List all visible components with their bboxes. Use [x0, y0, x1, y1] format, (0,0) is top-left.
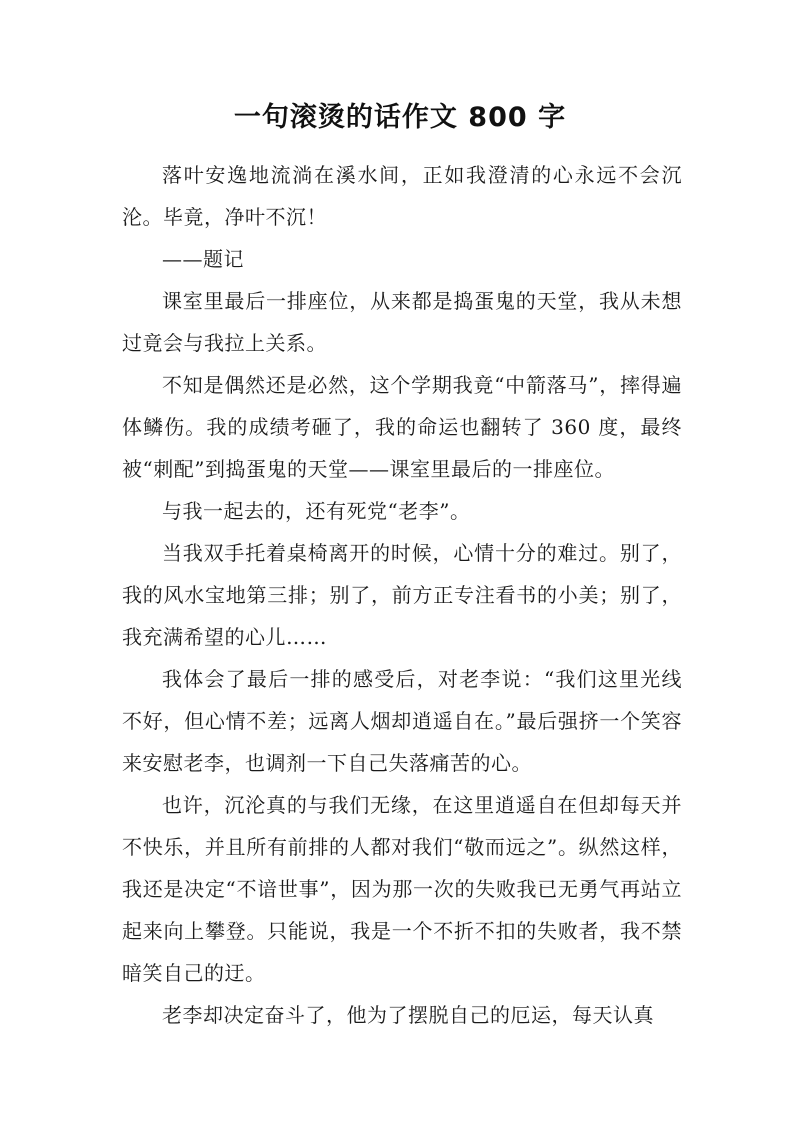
- page-title: 一句滚烫的话作文 800 字: [233, 102, 567, 133]
- paragraph-5: 当我双手托着桌椅离开的时候，心情十分的难过。别了，我的风水宝地第三排；别了，前方正专注看书的小美；别了，我充满希望的心儿……: [122, 541, 682, 649]
- paragraph-4: 与我一起去的，还有死党“老李”。: [162, 499, 471, 523]
- paragraph-6: 我体会了最后一排的感受后，对老李说：“我们这里光线不好，但心情不差；远离人烟却逍遥自在。”最后强挤一个笑容来安慰老李，也调剂一下自己失落痛苦的心。: [122, 667, 682, 775]
- paragraph-1: 落叶安逸地流淌在溪水间，正如我澄清的心永远不会沉沦。毕竟，净叶不沉！: [122, 163, 682, 229]
- paragraph-3: 不知是偶然还是必然，这个学期我竟“中箭落马”，摔得遍体鳞伤。我的成绩考砸了，我的命运也翻转了 360 度，最终被“刺配”到捣蛋鬼的天堂——课室里最后的一排座位。: [122, 373, 682, 481]
- paragraph-7: 也许，沉沦真的与我们无缘，在这里逍遥自在但却每天并不快乐，并且所有前排的人都对我们“敬而远之”。纵然这样，我还是决定“不谙世事”，因为那一次的失败我已无勇气再站立起来向上攀登。只能说，我是一个不折不扣的失败者，我不禁暗笑自己的迂。: [122, 793, 682, 985]
- paragraph-2: 课室里最后一排座位，从来都是捣蛋鬼的天堂，我从未想过竟会与我拉上关系。: [122, 289, 682, 355]
- paragraph-epigraph-attribution: ——题记: [162, 247, 244, 271]
- paragraph-8: 老李却决定奋斗了，他为了摆脱自己的厄运，每天认真: [162, 1003, 654, 1027]
- article-body: [122, 154, 682, 1036]
